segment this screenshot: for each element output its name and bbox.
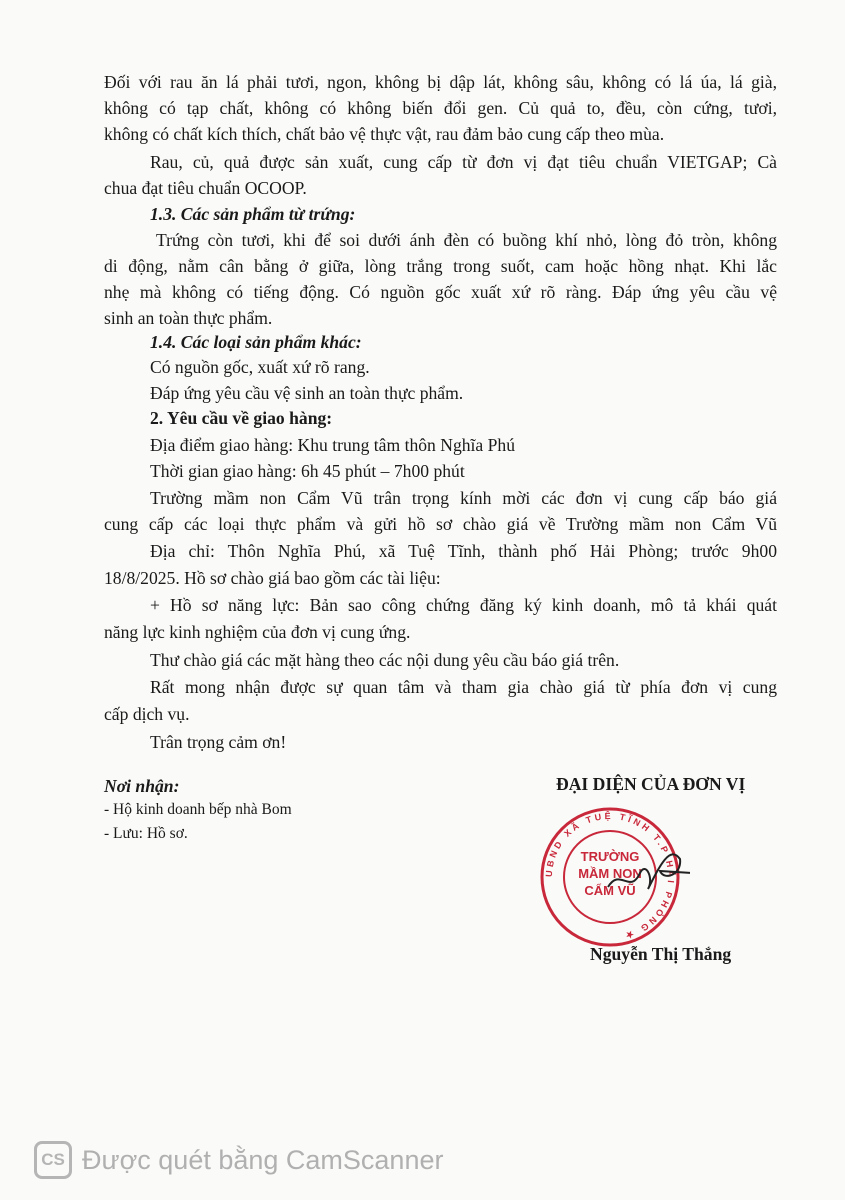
body-line: + Hồ sơ năng lực: Bản sao công chứng đăng ký kinh doanh, mô tả khái quát [150, 595, 777, 615]
body-line: nhẹ mà không có tiếng động. Có nguồn gốc xuất xứ rõ ràng. Đáp ứng yêu cầu vệ [104, 282, 777, 302]
closing-line: Trân trọng cảm ơn! [150, 732, 287, 752]
svg-text:TRƯỜNG: TRƯỜNG [580, 849, 640, 864]
signer-name: Nguyễn Thị Thắng [590, 944, 732, 964]
body-line: Trường mầm non Cẩm Vũ trân trọng kính mời các đơn vị cung cấp báo giá [150, 488, 777, 508]
recipient-item: - Hộ kinh doanh bếp nhà Bom [104, 801, 292, 818]
body-line: Có nguồn gốc, xuất xứ rõ rang. [150, 357, 370, 377]
recipients-title: Nơi nhận: [104, 776, 180, 796]
body-line: Rau, củ, quả được sản xuất, cung cấp từ đơn vị đạt tiêu chuẩn VIETGAP; Cà [150, 152, 777, 172]
watermark-text: Được quét bằng CamScanner [82, 1144, 444, 1175]
body-line: Đối với rau ăn lá phải tươi, ngon, không bị dập lát, không sâu, không có lá úa, lá già, [104, 72, 777, 92]
body-line: di động, nằm cân bằng ở giữa, lòng trắng trong suốt, cam hoặc hồng nhạt. Khi lắc [104, 256, 777, 276]
body-line: không có tạp chất, không có không biến đổi gen. Củ quả to, đều, còn cứng, tươi, [104, 98, 777, 118]
body-line: cấp dịch vụ. [104, 704, 190, 724]
body-line: Địa chỉ: Thôn Nghĩa Phú, xã Tuệ Tĩnh, thành phố Hải Phòng; trước 9h00 [150, 541, 777, 561]
body-line: Đáp ứng yêu cầu vệ sinh an toàn thực phẩm. [150, 383, 464, 403]
section-heading-1-3: 1.3. Các sản phẩm từ trứng: [150, 204, 356, 224]
signature-title: ĐẠI DIỆN CỦA ĐƠN VỊ [556, 774, 746, 794]
camscanner-icon: CS [34, 1141, 72, 1179]
official-stamp [530, 805, 690, 950]
body-line: chua đạt tiêu chuẩn OCOOP. [104, 178, 307, 198]
recipient-item: - Lưu: Hồ sơ. [104, 825, 188, 842]
body-line: Trứng còn tươi, khi để soi dưới ánh đèn có buồng khí nhỏ, lòng đỏ tròn, không [156, 230, 777, 250]
body-line: sinh an toàn thực phẩm. [104, 308, 273, 328]
body-line: Rất mong nhận được sự quan tâm và tham gia chào giá từ phía đơn vị cung [150, 677, 777, 697]
section-heading-1-4: 1.4. Các loại sản phẩm khác: [150, 332, 362, 352]
body-line: Thư chào giá các mặt hàng theo các nội dung yêu cầu báo giá trên. [150, 650, 620, 670]
camscanner-watermark [34, 1140, 443, 1180]
body-line: 18/8/2025. Hồ sơ chào giá bao gồm các tài liệu: [104, 568, 441, 588]
body-line: cung cấp các loại thực phẩm và gửi hồ sơ chào giá về Trường mầm non Cẩm Vũ [104, 514, 777, 534]
body-line: Thời gian giao hàng: 6h 45 phút – 7h00 phút [150, 461, 465, 481]
body-line: năng lực kinh nghiệm của đơn vị cung ứng. [104, 622, 411, 642]
body-line: Địa điểm giao hàng: Khu trung tâm thôn Nghĩa Phú [150, 435, 516, 455]
svg-text:MẦM NON: MẦM NON [578, 866, 642, 881]
svg-text:CẨM VŨ: CẨM VŨ [584, 883, 636, 898]
section-heading-2: 2. Yêu cầu về giao hàng: [150, 408, 333, 428]
body-line: không có chất kích thích, chất bảo vệ thực vật, rau đảm bảo cung cấp theo mùa. [104, 124, 665, 144]
svg-text:UBND XÃ TUỆ TĨNH T.P HẢI PHÒNG: UBND XÃ TUỆ TĨNH T.P HẢI PHÒNG ★ [543, 810, 677, 942]
